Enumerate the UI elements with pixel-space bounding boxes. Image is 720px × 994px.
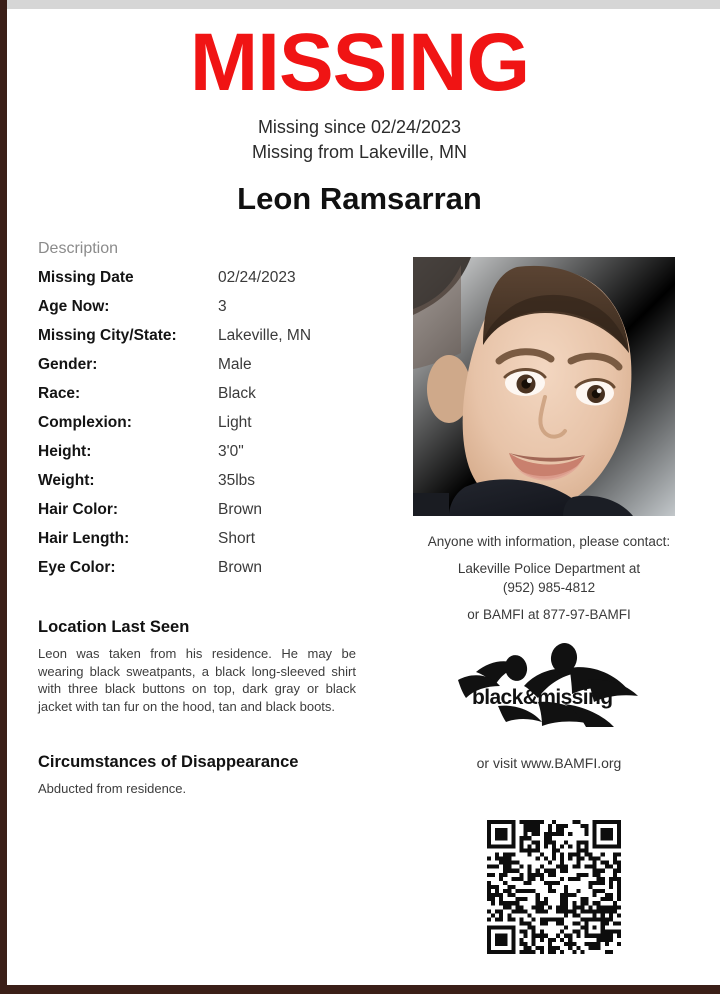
circumstances-heading: Circumstances of Disappearance xyxy=(38,753,299,771)
description-value: Light xyxy=(218,414,252,431)
black-and-missing-foundation-logo xyxy=(438,642,663,727)
description-key: Missing Date xyxy=(38,269,134,286)
table-row xyxy=(38,357,373,386)
table-row xyxy=(38,560,373,589)
location-last-seen-heading: Location Last Seen xyxy=(38,618,190,636)
contact-alternate[interactable]: or BAMFI at 877-97-BAMFI xyxy=(467,607,631,622)
description-key: Hair Color: xyxy=(38,501,119,518)
description-value: 35lbs xyxy=(218,472,256,489)
circumstances-block xyxy=(38,739,356,798)
description-key: Complexion: xyxy=(38,414,132,431)
missing-from-line: Missing from Lakeville, MN xyxy=(251,142,468,162)
table-row xyxy=(38,415,373,444)
table-row xyxy=(38,444,373,473)
website-line[interactable]: or visit www.BAMFI.org xyxy=(476,755,622,771)
description-key: Race: xyxy=(38,385,81,402)
qr-code-graphic xyxy=(487,820,621,954)
description-value: Brown xyxy=(218,559,262,576)
logo-wordmark: black&missing xyxy=(472,686,613,709)
description-key: Eye Color: xyxy=(38,559,116,576)
description-value: 3'0" xyxy=(218,443,244,460)
contact-info xyxy=(406,532,692,624)
contact-intro: Anyone with information, please contact: xyxy=(427,534,671,549)
table-row xyxy=(38,502,373,531)
description-key: Weight: xyxy=(38,472,95,489)
description-key: Gender: xyxy=(38,356,98,373)
missing-subheader xyxy=(7,115,712,165)
scan-bottom-edge xyxy=(0,985,720,994)
description-value: Lakeville, MN xyxy=(218,327,312,344)
table-row xyxy=(38,270,373,299)
description-key: Hair Length: xyxy=(38,530,130,547)
missing-person-photo xyxy=(413,257,675,516)
scan-top-strip xyxy=(0,0,720,9)
description-key: Height: xyxy=(38,443,92,460)
contact-agency: Lakeville Police Department at xyxy=(457,561,641,576)
description-key: Missing City/State: xyxy=(38,327,177,344)
description-column xyxy=(38,240,373,589)
page-title: Leon Ramsarran xyxy=(237,181,482,216)
description-value: Black xyxy=(218,385,256,402)
table-row xyxy=(38,473,373,502)
table-row xyxy=(38,328,373,357)
description-table xyxy=(38,270,373,589)
contact-phone[interactable]: (952) 985-4812 xyxy=(502,580,596,595)
description-key: Age Now: xyxy=(38,298,110,315)
location-last-seen-block xyxy=(38,604,356,715)
description-value: Brown xyxy=(218,501,262,518)
location-last-seen-text: Leon was taken from his residence. He may be wearing black sweatpants, a black long-sleeved shirt with three black buttons on top, dark gray or black jacket with tan fur on the hood, tan and black boots. xyxy=(38,646,356,714)
description-label: Description xyxy=(38,240,119,257)
description-value: 3 xyxy=(218,298,227,315)
table-row xyxy=(38,531,373,560)
description-value: Male xyxy=(218,356,252,373)
table-row xyxy=(38,386,373,415)
missing-since-line: Missing since 02/24/2023 xyxy=(257,117,462,137)
table-row xyxy=(38,299,373,328)
description-value: Short xyxy=(218,530,256,547)
photo-illustration xyxy=(413,257,675,516)
description-value: 02/24/2023 xyxy=(218,269,296,286)
scan-left-edge xyxy=(0,0,7,994)
qr-code[interactable] xyxy=(487,820,621,954)
logo-graphic xyxy=(438,642,663,727)
poster-sheet xyxy=(7,9,720,985)
circumstances-text: Abducted from residence. xyxy=(38,781,187,796)
missing-headline: MISSING xyxy=(189,17,530,108)
